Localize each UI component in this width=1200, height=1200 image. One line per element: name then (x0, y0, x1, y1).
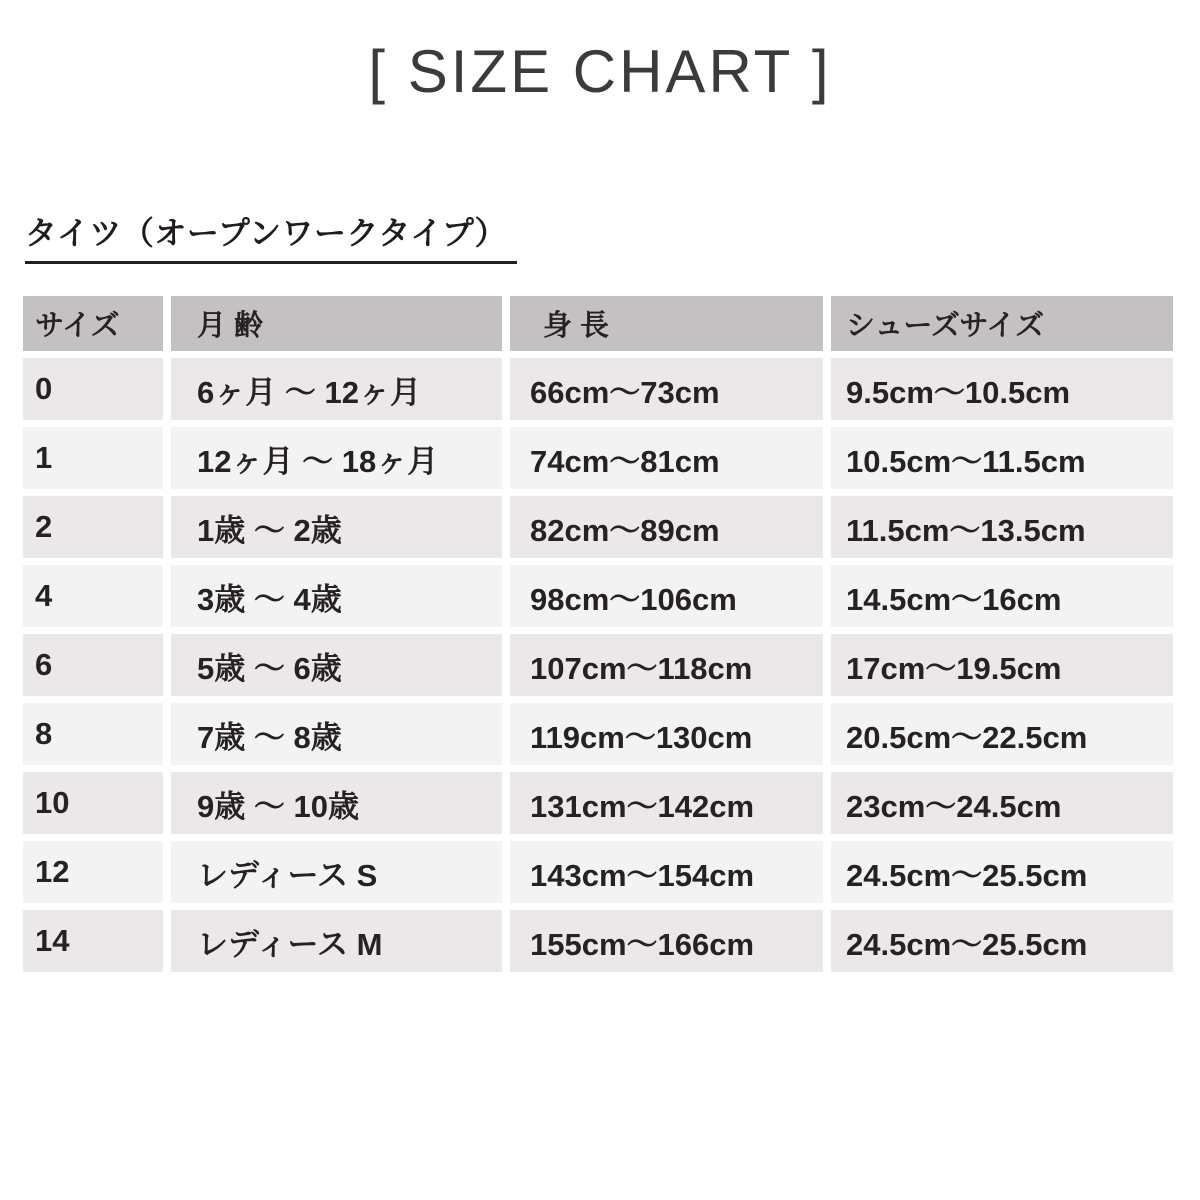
cell-shoe-size: 24.5cm～25.5cm (831, 910, 1173, 972)
cell-age: 6ヶ月 ～ 12ヶ月 (171, 358, 502, 420)
page-title: [ SIZE CHART ] (368, 38, 832, 105)
cell-shoe-size: 24.5cm～25.5cm (831, 841, 1173, 903)
table-row (23, 772, 1173, 834)
cell-age: 1歳 ～ 2歳 (171, 496, 502, 558)
cell-height: 131cm～142cm (510, 772, 823, 834)
cell-size: 12 (23, 841, 163, 903)
cell-age: 5歳 ～ 6歳 (171, 634, 502, 696)
cell-age: 7歳 ～ 8歳 (171, 703, 502, 765)
table-row (23, 358, 1173, 420)
cell-height: 82cm～89cm (510, 496, 823, 558)
table-row (23, 427, 1173, 489)
cell-size: 4 (23, 565, 163, 627)
cell-size: 8 (23, 703, 163, 765)
cell-shoe-size: 17cm～19.5cm (831, 634, 1173, 696)
cell-size: 10 (23, 772, 163, 834)
cell-shoe-size: 14.5cm～16cm (831, 565, 1173, 627)
cell-height: 119cm～130cm (510, 703, 823, 765)
cell-size: 2 (23, 496, 163, 558)
cell-height: 155cm～166cm (510, 910, 823, 972)
cell-height: 107cm～118cm (510, 634, 823, 696)
cell-shoe-size: 9.5cm～10.5cm (831, 358, 1173, 420)
table-row (23, 565, 1173, 627)
header-cell-height: 身 長 (510, 296, 823, 351)
cell-age: 3歳 ～ 4歳 (171, 565, 502, 627)
cell-height: 74cm～81cm (510, 427, 823, 489)
cell-size: 1 (23, 427, 163, 489)
cell-shoe-size: 23cm～24.5cm (831, 772, 1173, 834)
section-subtitle: タイツ（オープンワークタイプ） (25, 208, 517, 264)
size-table-head (23, 296, 1173, 351)
cell-shoe-size: 10.5cm～11.5cm (831, 427, 1173, 489)
cell-age: 9歳 ～ 10歳 (171, 772, 502, 834)
table-row (23, 841, 1173, 903)
cell-height: 98cm～106cm (510, 565, 823, 627)
size-table (15, 289, 1181, 979)
header-cell-shoe-size: シューズサイズ (831, 296, 1173, 351)
size-table-body (23, 358, 1173, 972)
cell-shoe-size: 11.5cm～13.5cm (831, 496, 1173, 558)
table-row (23, 703, 1173, 765)
table-row (23, 910, 1173, 972)
header-cell-size: サイズ (23, 296, 163, 351)
cell-age: レディース S (171, 841, 502, 903)
cell-shoe-size: 20.5cm～22.5cm (831, 703, 1173, 765)
cell-age: 12ヶ月 ～ 18ヶ月 (171, 427, 502, 489)
table-row (23, 634, 1173, 696)
table-row (23, 496, 1173, 558)
cell-size: 6 (23, 634, 163, 696)
cell-height: 143cm～154cm (510, 841, 823, 903)
subtitle-row (25, 208, 1200, 264)
header-cell-age: 月 齢 (171, 296, 502, 351)
table-header-row (23, 296, 1173, 351)
cell-size: 0 (23, 358, 163, 420)
cell-age: レディース M (171, 910, 502, 972)
cell-height: 66cm～73cm (510, 358, 823, 420)
cell-size: 14 (23, 910, 163, 972)
